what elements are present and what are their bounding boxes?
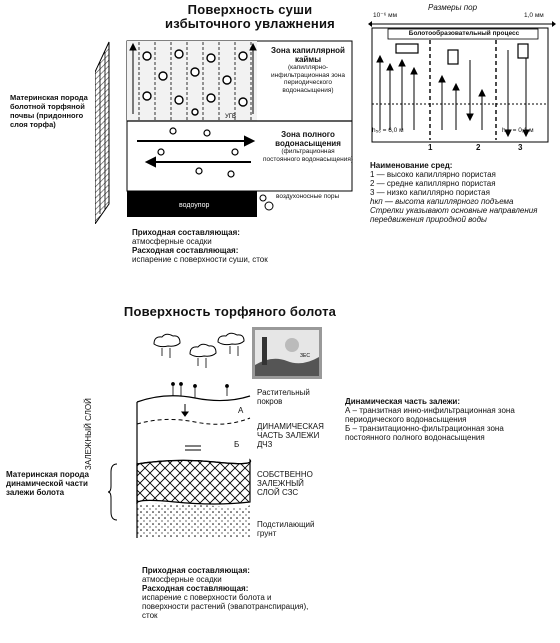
pores-legend-item: hкп — высота капиллярного подъема	[370, 197, 514, 206]
letter-a: А	[238, 406, 244, 415]
pores-legend-item: 2 — средне капиллярно пористая	[370, 179, 496, 188]
bottom-income-title: Приходная составляющая:	[142, 566, 250, 575]
dynamic-part-description	[345, 397, 545, 442]
pores-legend-item: 1 — высоко капиллярно пористая	[370, 170, 496, 179]
label-cover: Растительный покров	[257, 388, 310, 406]
bottom-balance	[142, 566, 312, 620]
bottom-outcome-text: испарение с поверхности болота и поверхности растений (эвапотранспирация), сток	[142, 593, 309, 620]
zone-full	[262, 130, 354, 163]
top-title-line1: Поверхность суши	[187, 2, 313, 17]
bottom-income-text: атмосферные осадки	[142, 575, 222, 584]
aquifer-label: водоупор	[179, 202, 210, 209]
pores-legend-item: 3 — низко капиллярно пористая	[370, 188, 490, 197]
zone-capillary	[262, 46, 354, 94]
top-income-title: Приходная составляющая:	[132, 228, 240, 237]
zone-full-sub: (фильтрационная постоянного водонасыщения)	[262, 148, 354, 163]
bog-profile	[115, 378, 260, 543]
bottom-brace	[108, 462, 118, 522]
pores-legend	[370, 161, 555, 224]
bottom-outcome-title: Расходная составляющая:	[142, 584, 249, 593]
zone-capillary-title: Зона капиллярной каймы	[271, 46, 345, 64]
pores-left-size: 10⁻⁶ мм	[373, 12, 398, 19]
label-dynamic: ДИНАМИЧЕСКАЯ ЧАСТЬ ЗАЛЕЖИ ДЧЗ	[257, 422, 324, 449]
label-ground: Подстилающий грунт	[257, 520, 315, 538]
bottom-title: Поверхность торфяного болота	[123, 304, 337, 319]
bog-photo	[252, 327, 322, 379]
dyn-b: Б – транзитационно-фильтрационная зона постоянного полного водонасыщения	[345, 424, 504, 442]
bottom-left-label: Материнская порода динамической части залежи болота	[6, 470, 89, 497]
top-balance	[132, 228, 282, 264]
pores-col-number-3: 3	[518, 143, 523, 152]
pores-title: Размеры пор	[428, 3, 478, 12]
clouds	[150, 332, 250, 374]
pores-legend-title: Наименование сред:	[370, 161, 453, 170]
pores-h-right: h₅₆ = 0,1 м	[502, 127, 534, 134]
pores-h-left: h₅₆ = 6,0 м	[372, 127, 404, 134]
top-outcome-title: Расходная составляющая:	[132, 246, 239, 255]
ugv-label: УГВ	[225, 114, 237, 120]
top-income-text: атмосферные осадки	[132, 237, 212, 246]
top-title	[130, 3, 370, 31]
pores-right-size: 1,0 мм	[524, 12, 544, 19]
top-title-line2: избыточного увлажнения	[165, 16, 335, 31]
pores-process-label: Болотообразовательный процесс	[408, 30, 520, 37]
top-outcome-text: испарение с поверхности суши, сток	[132, 255, 268, 264]
pores-col-number-1: 1	[428, 143, 433, 152]
zone-full-title: Зона полного водонасыщения	[275, 130, 341, 148]
vertical-label: ЗАЛЕЖНЫЙ СЛОЙ	[84, 398, 93, 470]
pores-legend-item: Стрелки указывают основные направления передвижения природной воды	[370, 206, 538, 224]
bog-photo-caption: ЗЕС	[300, 353, 310, 359]
dyn-title: Динамическая часть залежи:	[345, 397, 461, 406]
top-left-label: Материнская порода болотной торфяной почвы (придонного слоя торфа)	[10, 93, 88, 129]
air-pores-label: воздухоносные поры	[276, 193, 340, 200]
pores-col-number-2: 2	[476, 143, 481, 152]
zone-capillary-sub: (капиллярно-инфильтрационная зона периодического водонасыщения)	[271, 64, 345, 94]
dyn-a: А – транзитная инно-инфильтрационная зона периодического водонасыщения	[345, 406, 515, 424]
label-proper: СОБСТВЕННО ЗАЛЕЖНЫЙ СЛОЙ СЗС	[257, 470, 313, 497]
letter-b: Б	[234, 440, 240, 449]
